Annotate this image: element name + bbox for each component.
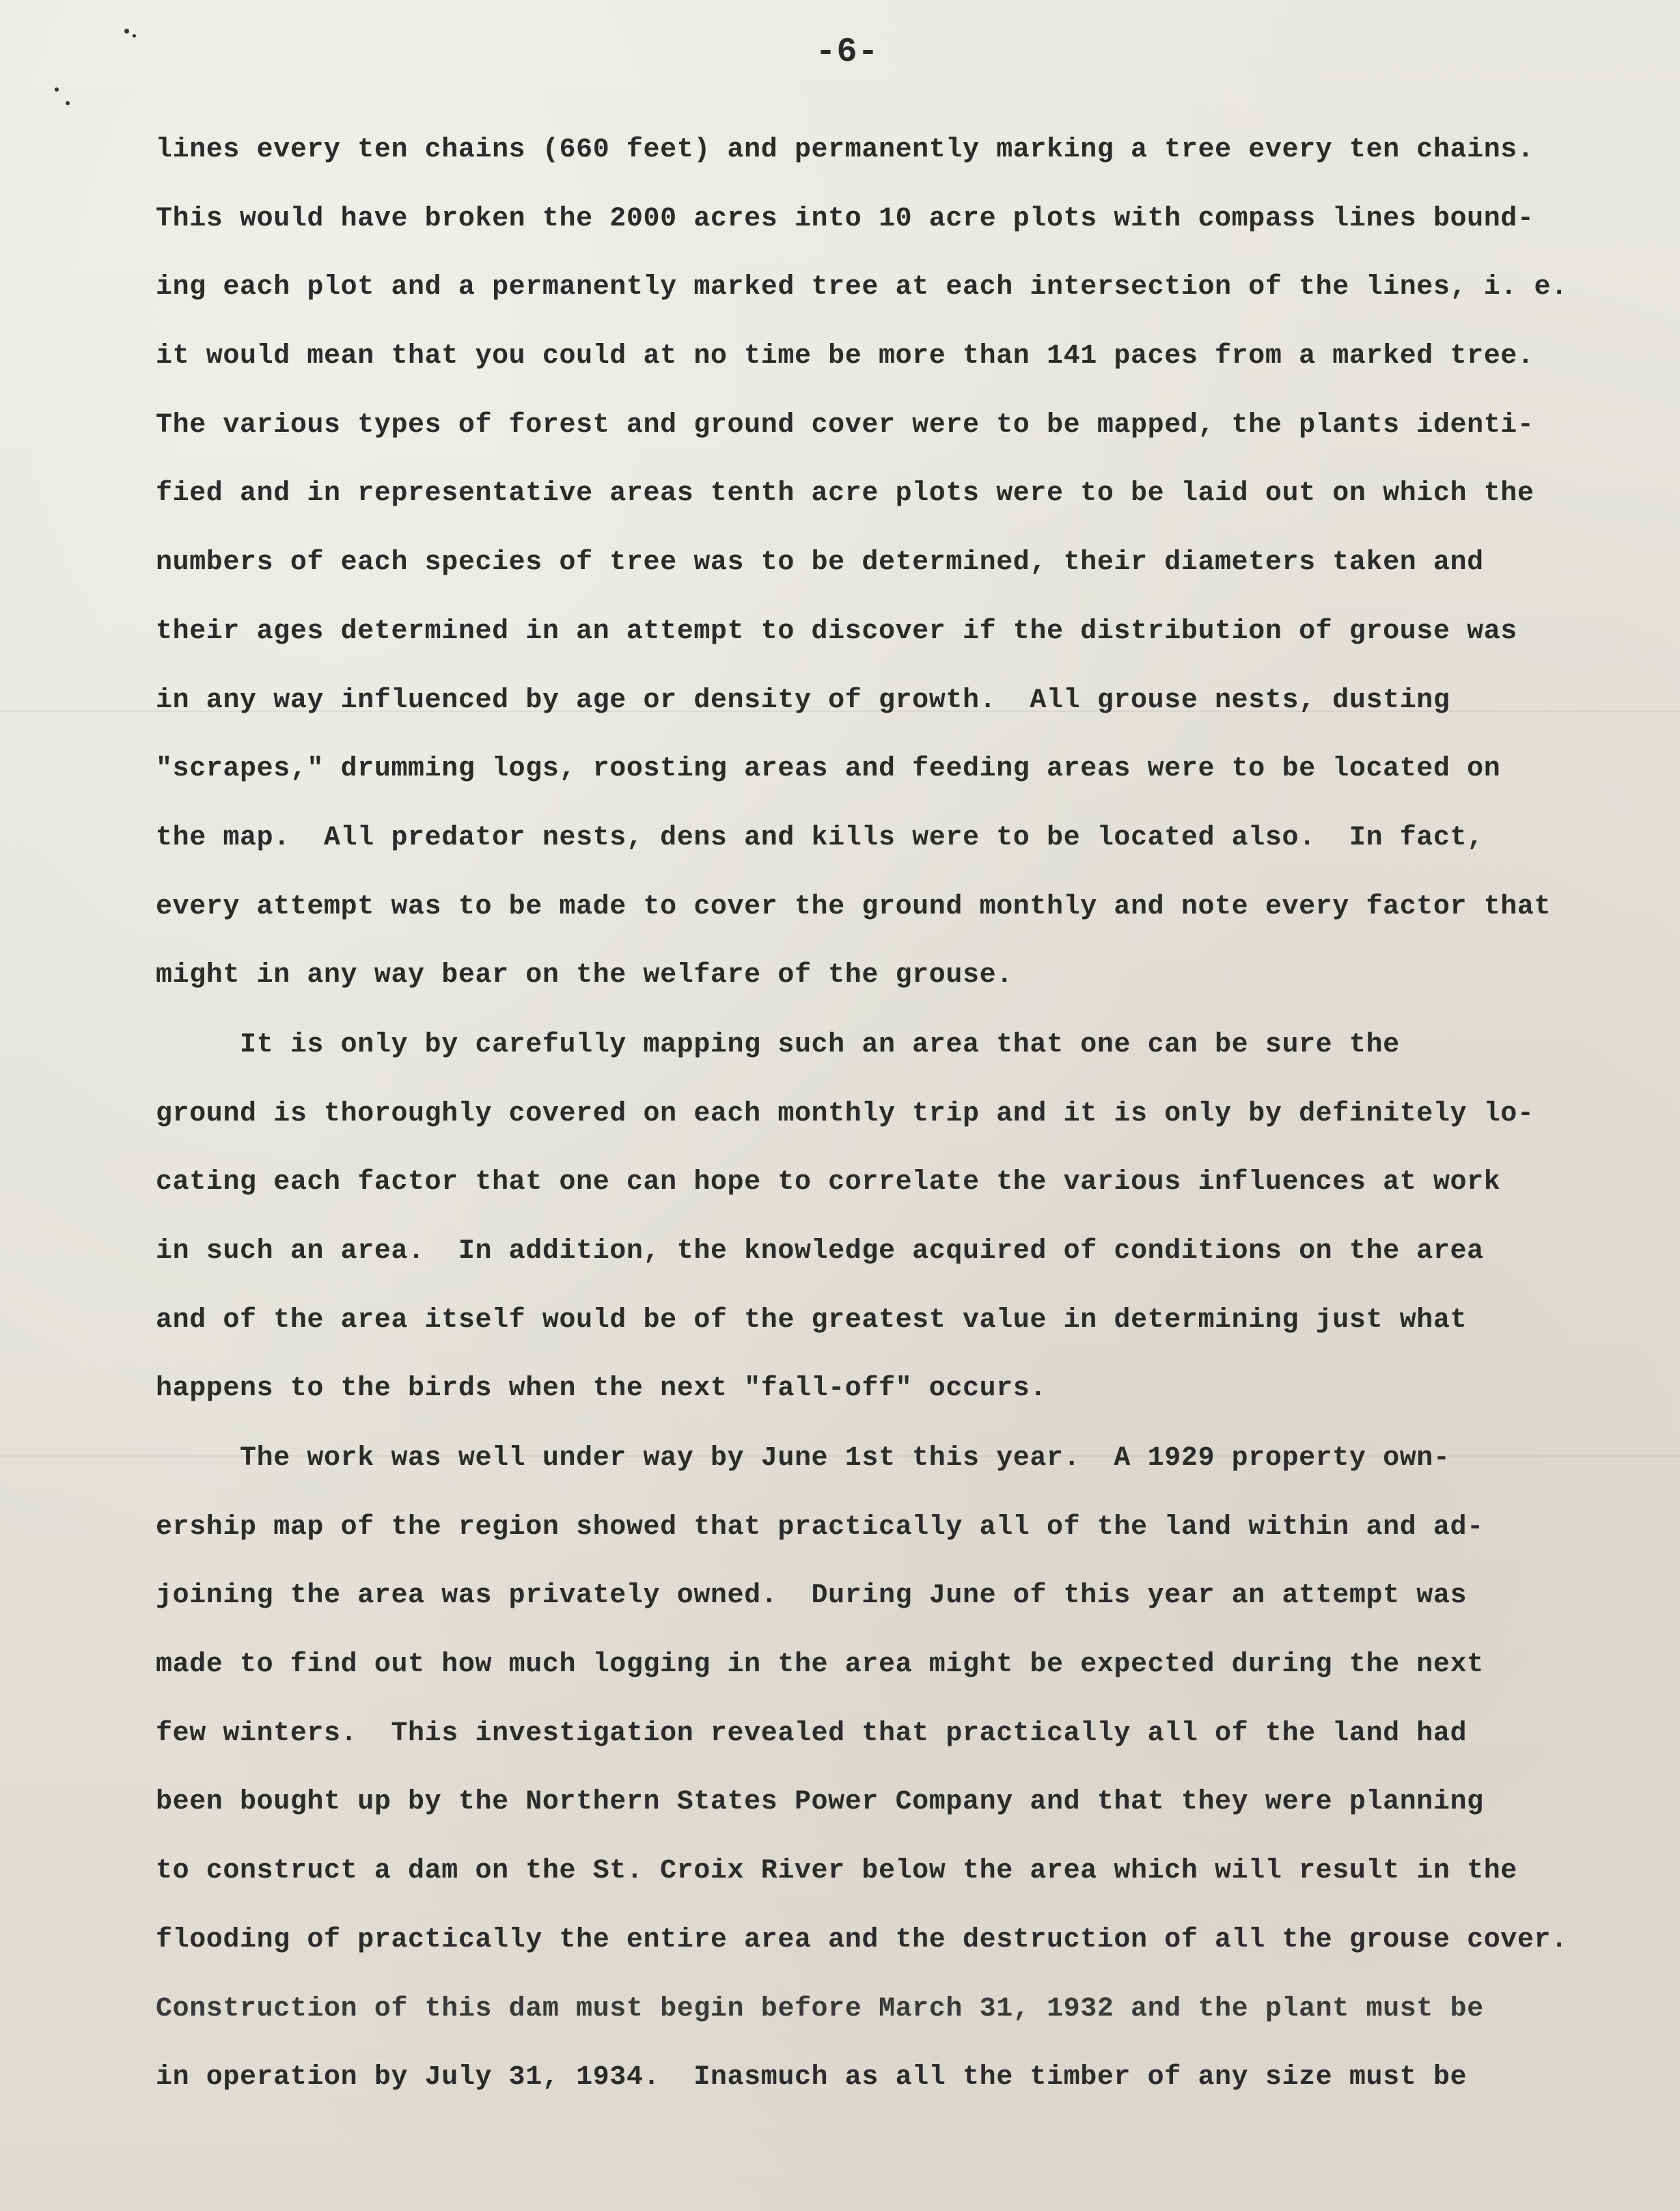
text-line: lines every ten chains (660 feet) and permanently marking a tree every ten chains. (156, 135, 1534, 165)
text-line: happens to the birds when the next "fall-off" occurs. (156, 1373, 1047, 1405)
text-line: in such an area. In addition, the knowledge acquired of conditions on the area (156, 1236, 1484, 1267)
page-number: -6- (815, 33, 879, 72)
text-line: their ages determined in an attempt to discover if the distribution of grouse was (156, 616, 1517, 647)
text-line: made to find out how much logging in the area might be expected during the next (156, 1649, 1484, 1681)
text-line: Construction of this dam must begin before March 31, 1932 and the plant must be (156, 1993, 1484, 2024)
paragraph-1 (156, 116, 1597, 1011)
ink-speck (133, 34, 136, 38)
text-line: ground is thoroughly covered on each monthly trip and it is only by definitely lo- (156, 1098, 1534, 1129)
text-line: every attempt was to be made to cover the ground monthly and note every factor that (156, 891, 1552, 922)
text-line: It is only by carefully mapping such an area that one can be sure the (156, 1030, 1400, 1060)
text-line: might in any way bear on the welfare of the grouse. (156, 960, 1013, 991)
text-line: and of the area itself would be of the greatest value in determining just what (156, 1304, 1468, 1336)
text-line: "scrapes," drumming logs, roosting areas and feeding areas were to be located on (156, 754, 1501, 785)
text-line: flooding of practically the entire area and the destruction of all the grouse cover. (156, 1924, 1568, 1955)
text-line: The various types of forest and ground cover were to be mapped, the plants identi- (156, 409, 1534, 441)
text-line: to construct a dam on the St. Croix River below the area which will result in the (156, 1856, 1517, 1887)
text-line: ership map of the region showed that practically all of the land within and ad- (156, 1511, 1484, 1543)
text-line: The work was well under way by June 1st this year. A 1929 property own- (156, 1443, 1450, 1474)
text-line: cating each factor that one can hope to correlate the various influences at work (156, 1167, 1501, 1198)
ink-speck (66, 101, 70, 105)
text-line: been bought up by the Northern States Power Company and that they were planning (156, 1787, 1484, 1818)
text-line: This would have broken the 2000 acres into 10 acre plots with compass lines bound- (156, 203, 1534, 234)
ink-speck (55, 87, 59, 92)
text-line: the map. All predator nests, dens and kills were to be located also. In fact, (156, 822, 1484, 853)
paragraph-3 (156, 1425, 1597, 2113)
text-line: fied and in representative areas tenth acre plots were to be laid out on which the (156, 478, 1534, 510)
paragraph-2 (156, 1011, 1597, 1424)
text-line: joining the area was privately owned. During June of this year an attempt was (156, 1580, 1468, 1612)
text-line: few winters. This investigation revealed that practically all of the land had (156, 1718, 1468, 1749)
text-line: in any way influenced by age or density of growth. All grouse nests, dusting (156, 685, 1450, 716)
text-line: numbers of each species of tree was to be determined, their diameters taken and (156, 547, 1484, 579)
text-line: in operation by July 31, 1934. Inasmuch as all the timber of any size must be (156, 2062, 1468, 2093)
text-line: it would mean that you could at no time be more than 141 paces from a marked tree. (156, 341, 1534, 372)
text-line: ing each plot and a permanently marked tree at each intersection of the lines, i. e. (156, 272, 1568, 303)
ink-speck (124, 29, 129, 33)
